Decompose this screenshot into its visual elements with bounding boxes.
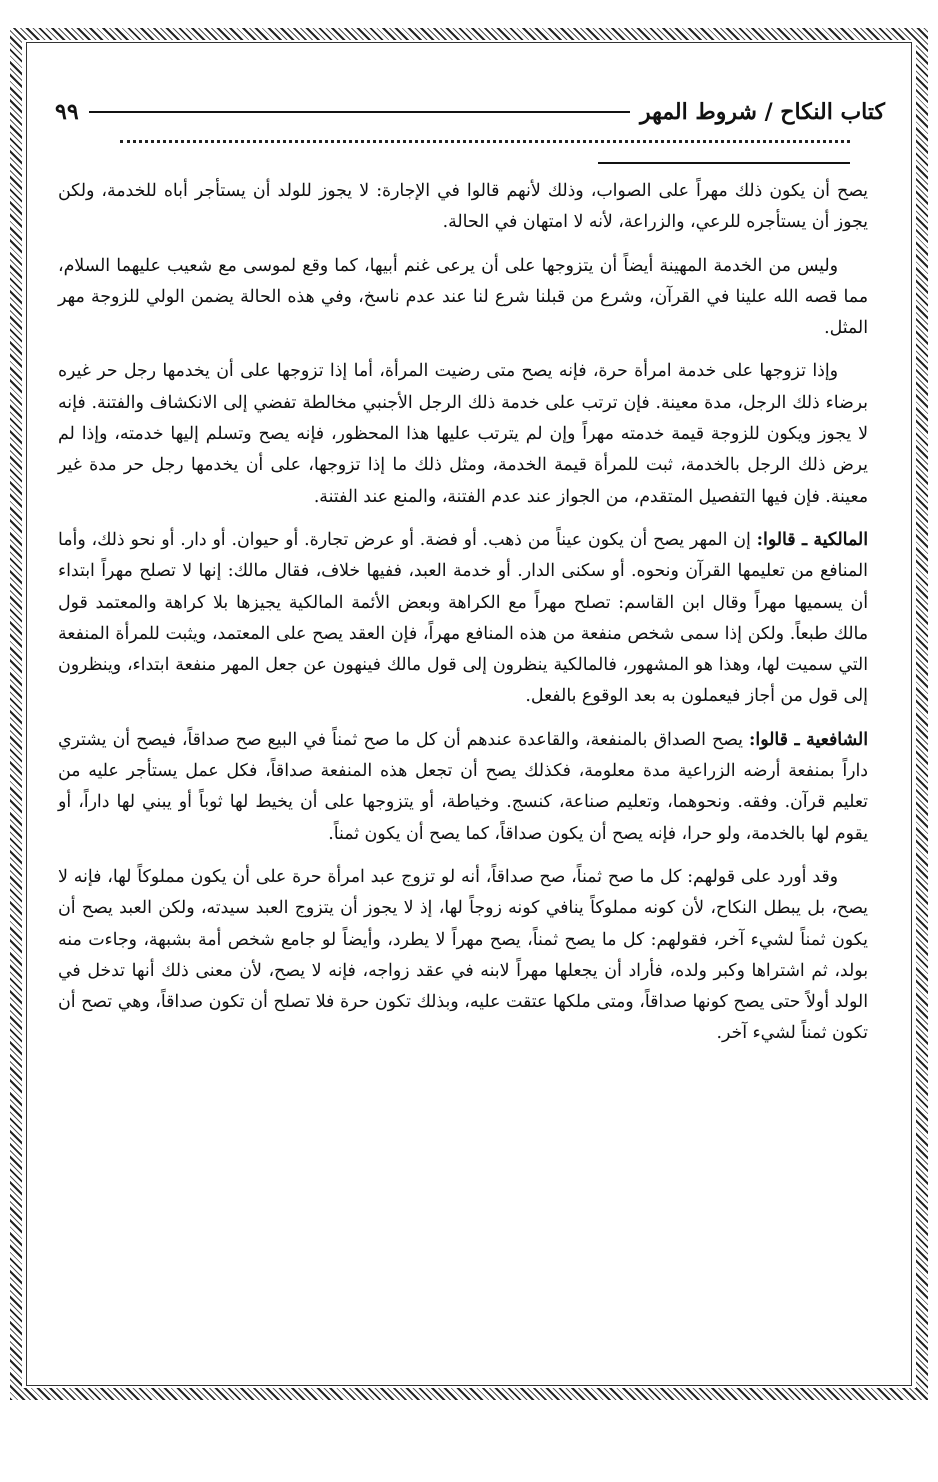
paragraph-text: وإذا تزوجها على خدمة امرأة حرة، فإنه يصح متى رضيت المرأة، أما إذا تزوجها على أن يخدمها رجل حر غيره برضاء ذلك الرجل، مدة معينة. فإن ترتب على خدمة ذلك الرجل الأجنبي مخالطة تفضي إلى الانكشاف والفتنة. فإنه لا يجوز ويكون للزوجة قيمة خدمته مهراً وإن لم يترتب عليها هذا المحظور، فإنه يصح وتسلم إليها خدمته، وإذا لم يرض ذلك الرجل بالخدمة، ثبت للمرأة قيمة الخدمة، ومثل ذلك ما إذا تزوجها، على أن يخدمها رجل حر مدة غير معينة. فإن فيها التفصيل المتقدم، من الجواز عند عدم الفتنة، والمنع عند الفتنة. [58, 361, 868, 507]
header-title: كتاب النكاح / شروط المهر [639, 99, 885, 125]
paragraph-6 [58, 862, 868, 1050]
paragraph-1 [58, 176, 868, 239]
paragraph-lead: المالكية ـ قالوا: [756, 529, 868, 550]
paragraph-text: يصح أن يكون ذلك مهراً على الصواب، وذلك لأنهم قالوا في الإجارة: لا يجوز للولد أن يستأجر أباه للخدمة، ولكن يجوز أن يستأجره للرعي، والزراعة، لأنه لا امتهان في الحالة. [58, 181, 868, 233]
page-number: ٩٩ [55, 99, 79, 125]
paragraph-3 [58, 356, 868, 512]
footnote-separator [598, 162, 850, 164]
paragraph-text: يصح الصداق بالمنفعة، والقاعدة عندهم أن كل ما صح ثمناً في البيع صح صداقاً، فيصح أن يشتري داراً بمنفعة أرضه الزراعية مدة معلومة، فكذلك يصح أن تجعل هذه المنفعة صداقاً، فكل عمل يستأجر عليه من تعليم قرآن. وفقه. ونحوهما، وتعليم صناعة، كنسج. وخياطة، أو يتزوجها على أن يخيط لها ثوباً أو يبني لها داراً، أو يقوم لها بالخدمة، ولو حرا، فإنه يصح أن يكون صداقاً، كما يصح أن يكون ثمناً. [58, 729, 868, 844]
dotted-divider [120, 140, 850, 157]
body-text [58, 176, 868, 1376]
paragraph-text: وقد أورد على قولهم: كل ما صح ثمناً، صح صداقاً، أنه لو تزوج عبد امرأة حرة على أن يكون مملوكاً لها، فإنه لا يصح، بل يبطل النكاح، لأن كونه مملوكاً ينافي كونه زوجاً لها، إذ لا يجوز أن يتزوج العبد سيدته، ولكن العبد يصح أن يكون ثمناً لشيء آخر، فقولهم: كل ما يصح ثمناً، يصح مهراً لا يطرد، وأيضاً لو جامع شخص أمة بشبهة، وجاءت منه بولد، ثم اشتراها وكبر ولده، فأراد أن يجعلها مهراً لابنه في عقد زواجه، فإنه لا يصح، لأن معنى ذلك أنها تدخل في الولد أولاً حتى يصح كونها صداقاً، ومتى ملكها عتقت عليه، وبذلك تكون حرة فلا تصلح أن تكون صداقاً، وهي تصح أن تكون ثمناً لشيء آخر. [58, 866, 868, 1044]
paragraph-maliki [58, 525, 868, 713]
paragraph-lead: الشافعية ـ قالوا: [749, 729, 869, 750]
paragraph-text: إن المهر يصح أن يكون عيناً من ذهب. أو فضة. أو عرض تجارة. أو حيوان. أو دار. أو نحو ذلك، وأما المنافع من تعليمها القرآن ونحوه. أو سكنى الدار. أو خدمة العبد، ففيها خلاف، فقال مالك: إنها لا تصلح مهراً ابتداء أن يسميها مهراً وقال ابن القاسم: تصلح مهراً مع الكراهة وبعض الأئمة المالكية يجيزها بلا كراهة والمعتمد قول مالك طبعاً. ولكن إذا سمى شخص منفعة من هذه المنافع مهراً، فإن العقد يصح على المعتمد، ويثبت للمرأة المنفعة التي سميت لها، وهذا هو المشهور، فالمالكية ينظرون إلى قول مالك فينهون عن جعل المهر منفعة ابتداء، وينظرون إلى قول من أجاز فيعملون به بعد الوقوع بالفعل. [58, 529, 868, 707]
header-rule [89, 111, 630, 113]
paragraph-text: وليس من الخدمة المهينة أيضاً أن يتزوجها على أن يرعى غنم أبيها، كما وقع لموسى مع شعيب عليهما السلام، مما قصه الله علينا في القرآن، وشرع من قبلنا شرع لنا عند عدم ناسخ، وفي هذه الحالة يضمن الولي للزوجة مهر المثل. [58, 255, 868, 339]
running-header [55, 92, 885, 132]
paragraph-shafii [58, 725, 868, 850]
paragraph-2 [58, 251, 868, 345]
